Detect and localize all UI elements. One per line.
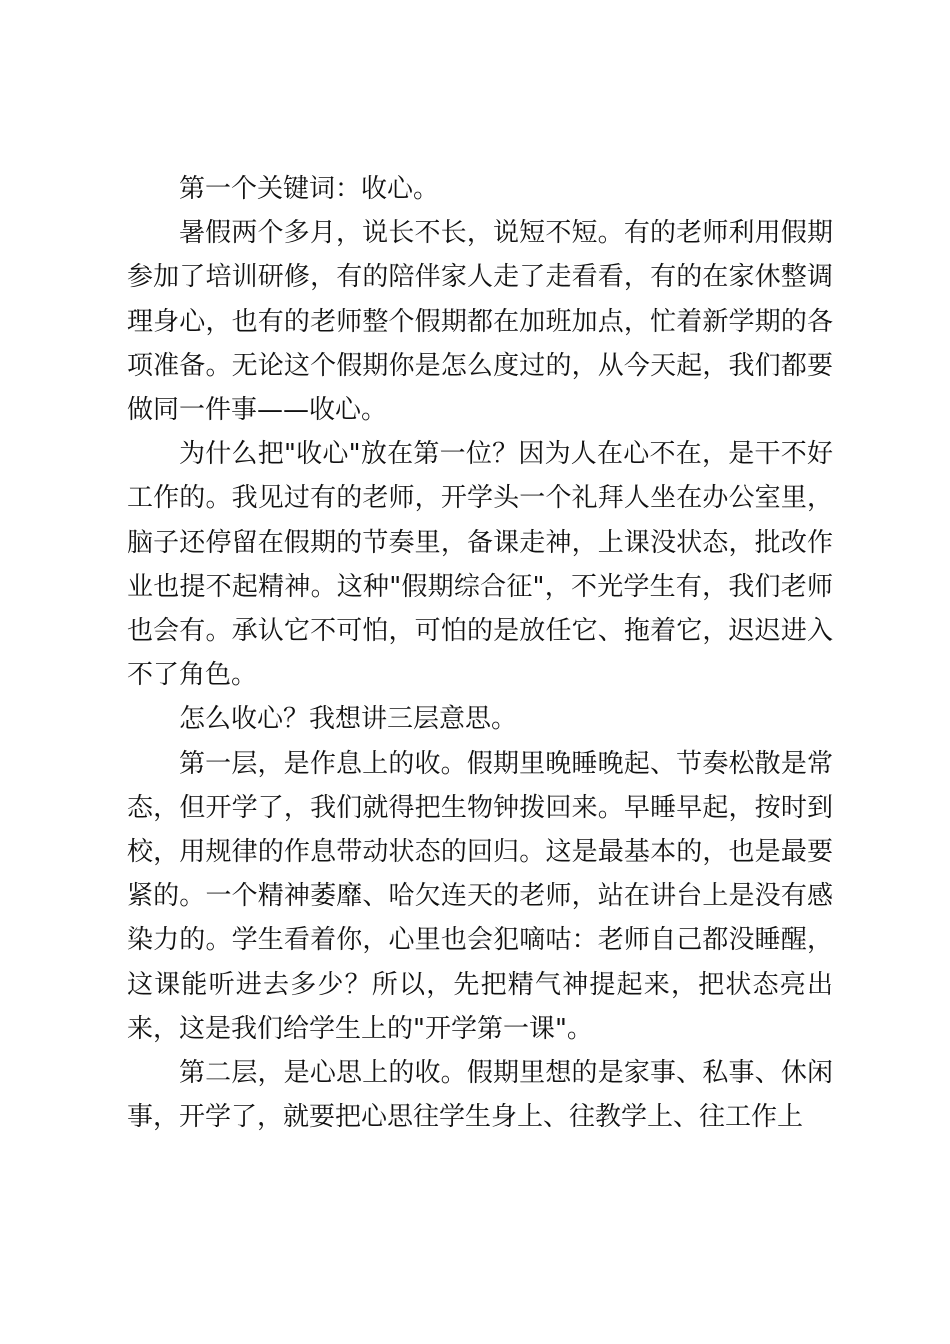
- paragraph-keyword-heading: 第一个关键词：收心。: [179, 174, 440, 204]
- paragraph-how-focus: 怎么收心？我想讲三层意思。: [179, 704, 518, 735]
- document-body: [127, 167, 833, 1139]
- paragraph-summer-vacation: 暑假两个多月，说长不长，说短不短。有的老师利用假期参加了培训研修，有的陪伴家人走了走看看，有的在家休整调理身心，也有的老师整个假期都在加班加点，忙着新学期的各项准备。无论这个假期你是怎么度过的，从今天起，我们都要做同一件事——收心。: [127, 218, 833, 426]
- paragraph-second-layer: 第二层，是心思上的收。假期里想的是家事、私事、休闲事，开学了，就要把心思往学生身上、往教学上、往工作上: [127, 1058, 833, 1133]
- paragraph-why-focus: 为什么把"收心"放在第一位？因为人在心不在，是干不好工作的。我见过有的老师，开学头一个礼拜人坐在办公室里，脑子还停留在假期的节奏里，备课走神，上课没状态，批改作业也提不起精神。这种"假期综合征"，不光学生有，我们老师也会有。承认它不可怕，可怕的是放任它、拖着它，迟迟进入不了角色。: [127, 439, 833, 691]
- paragraph-first-layer: 第一层，是作息上的收。假期里晚睡晚起、节奏松散是常态，但开学了，我们就得把生物钟拨回来。早睡早起，按时到校，用规律的作息带动状态的回归。这是最基本的，也是最要紧的。一个精神萎靡、哈欠连天的老师，站在讲台上是没有感染力的。学生看着你，心里也会犯嘀咕：老师自己都没睡醒，这课能听进去多少？所以，先把精气神提起来，把状态亮出来，这是我们给学生上的"开学第一课"。: [127, 748, 833, 1044]
